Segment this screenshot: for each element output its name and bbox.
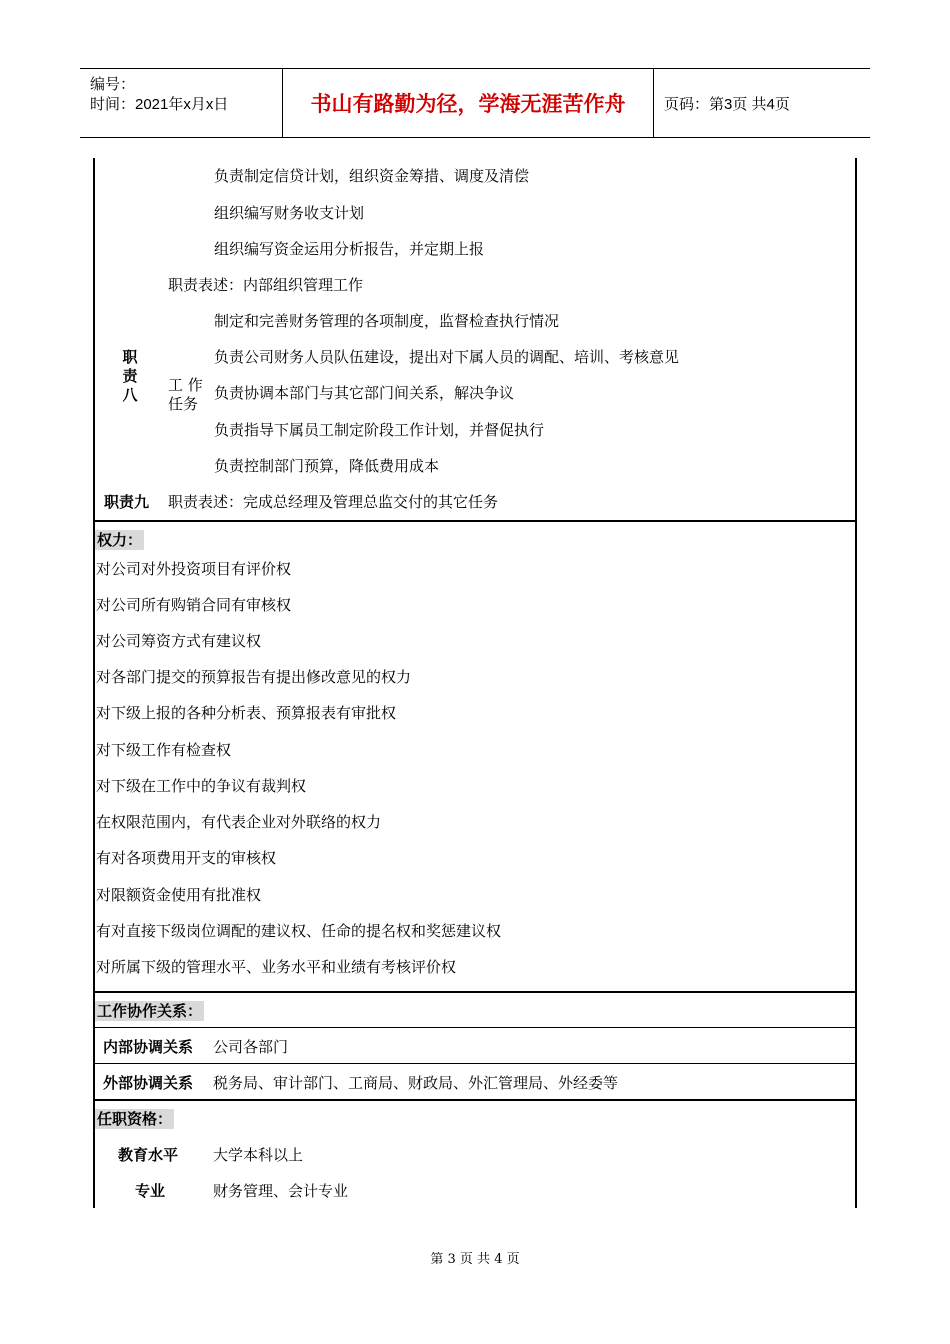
header-meta [80,69,283,137]
divider-internal [93,1027,857,1028]
duty8-item: 负责指导下属员工制定阶段工作计划，并督促执行 [214,421,545,439]
cooperation-title: 工作协作关系： [97,1002,203,1020]
page-header [80,68,870,138]
divider-external [93,1063,857,1064]
power-item: 有对各项费用开支的审核权 [96,849,277,867]
duty8-item: 负责公司财务人员队伍建设，提出对下属人员的调配、培训、考核意见 [214,348,680,366]
duty8-item: 制定和完善财务管理的各项制度，监督检查执行情况 [214,312,560,330]
external-coordination-value: 税务局、审计部门、工商局、财政局、外汇管理局、外经委等 [213,1074,619,1092]
page-footer: 第 3 页 共 4 页 [430,1252,520,1267]
duty8-description: 职责表述：内部组织管理工作 [168,276,364,294]
duty8-item: 组织编写财务收支计划 [214,204,365,222]
major-label: 专业 [135,1182,166,1200]
internal-coordination-label: 内部协调关系 [103,1038,194,1056]
duty8-item: 负责协调本部门与其它部门间关系，解决争议 [214,384,515,402]
power-item: 对公司对外投资项目有评价权 [96,560,292,578]
document-time: 时间：2021年x月x日 [90,96,229,113]
table-right-border [855,158,857,1208]
table-left-border [93,158,95,1208]
qualification-title: 任职资格： [97,1110,173,1128]
internal-coordination-value: 公司各部门 [213,1038,289,1056]
header-page-info: 页码：第3页 共4页 [664,96,790,113]
power-item: 对公司筹资方式有建议权 [96,632,262,650]
divider-cooperation [93,991,857,993]
powers-title: 权力： [97,531,143,549]
duty8-task-label-1: 工 作 [168,376,203,394]
duty9-description: 职责表述：完成总经理及管理总监交付的其它任务 [168,493,499,511]
power-item: 对公司所有购销合同有审核权 [96,596,292,614]
duty8-item: 组织编写资金运用分析报告，并定期上报 [214,240,485,258]
power-item: 在权限范围内，有代表企业对外联络的权力 [96,813,382,831]
duty8-item: 负责控制部门预算，降低费用成本 [214,457,440,475]
duty8-label: 职 责 八 [122,348,138,404]
power-item: 对下级上报的各种分析表、预算报表有审批权 [96,704,397,722]
external-coordination-label: 外部协调关系 [103,1074,194,1092]
power-item: 对下级工作有检查权 [96,741,232,759]
major-value: 财务管理、会计专业 [213,1182,349,1200]
power-item: 有对直接下级岗位调配的建议权、任命的提名权和奖惩建议权 [96,922,502,940]
divider-powers [93,520,857,522]
power-item: 对各部门提交的预算报告有提出修改意见的权力 [96,668,412,686]
duty9-label: 职责九 [104,493,150,511]
education-value: 大学本科以上 [213,1146,304,1164]
power-item: 对下级在工作中的争议有裁判权 [96,777,307,795]
document-number-label: 编号： [90,76,136,93]
power-item: 对所属下级的管理水平、业务水平和业绩有考核评价权 [96,958,457,976]
header-motto: 书山有路勤为径，学海无涯苦作舟 [283,69,654,137]
divider-qualification [93,1099,857,1101]
duty8-task-label-2: 任务 [168,395,199,413]
education-label: 教育水平 [118,1146,179,1164]
power-item: 对限额资金使用有批准权 [96,886,262,904]
duty8-item: 负责制定信贷计划，组织资金筹措、调度及清偿 [214,167,530,185]
